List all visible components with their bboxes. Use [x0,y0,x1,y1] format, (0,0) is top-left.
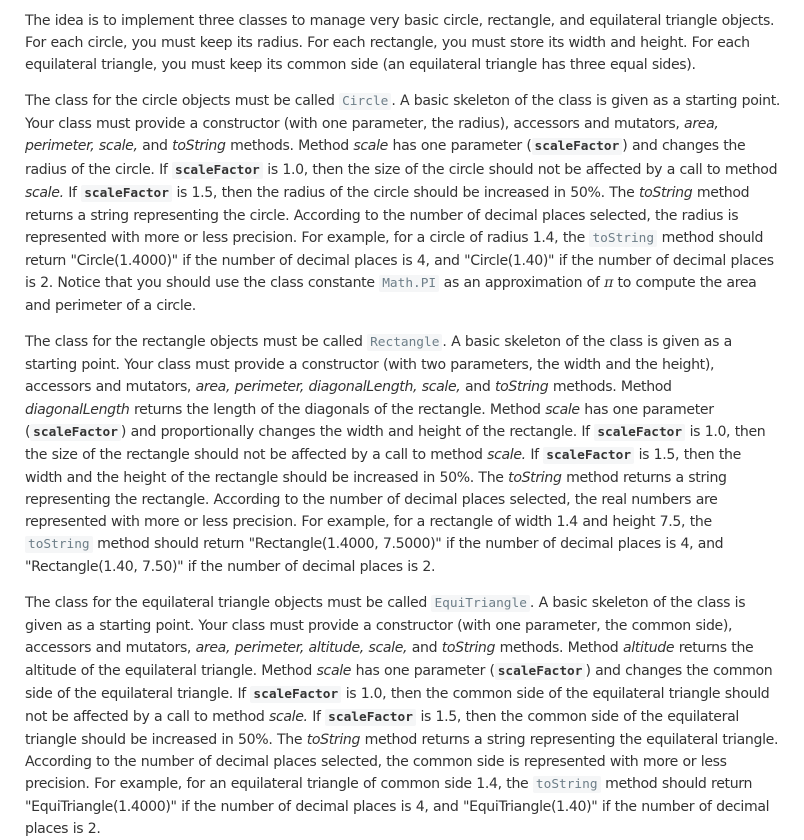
tostring-code: toString [533,776,601,793]
scale-factor-code: scaleFactor [250,686,341,703]
math-pi-code: Math.PI [379,275,439,292]
tostring-code: toString [589,230,657,247]
tostring-code: toString [25,536,93,553]
equitriangle-class-code: EquiTriangle [431,595,529,612]
scale-factor-code: scaleFactor [30,424,121,441]
scale-factor-code: scaleFactor [325,709,416,726]
triangle-paragraph: The class for the equilateral triangle objects must be called EquiTriangle . A basic skeleton of the class is given as a starting point. Your class must provide a constructor (with one parameter, the common side), accessors and mutators, area, perimeter, altitude, scale, and toString methods. Method altitude returns the altitude of the equilateral triangle. Method scale has one parameter ( scaleFactor ) and changes the common side of the equilateral triangle. If scaleFactor is 1.0, then the common side of the equilateral triangle should not be affected by a call to method scale. If scaleFactor is 1.5, then the common side of the equilateral triangle should be increased in 50%. The toString method returns a string representing the equilateral triangle. According to the number of decimal places selected, the common side is represented with more or less precision. For example, for an equilateral triangle of common side 1.4, the toString method should return "EquiTriangle(1.4000)" if the number of decimal places is 4, and "EquiTriangle(1.40)" if the number of decimal places is 2. [25,595,779,838]
pi-symbol: π [604,275,614,292]
scale-factor-code: scaleFactor [172,162,263,179]
scale-factor-code: scaleFactor [594,424,685,441]
circle-class-code: Circle [339,93,391,110]
scale-factor-code: scaleFactor [81,185,172,202]
scale-factor-code: scaleFactor [543,447,634,464]
scale-factor-code: scaleFactor [532,138,623,155]
rectangle-paragraph: The class for the rectangle objects must be called Rectangle . A basic skeleton of the class is given as a starting point. Your class must provide a constructor (with two parameters, the width and the height), accessors and mutators, area, perimeter, diagonalLength, scale, and toString methods. Method diagonalLength returns the length of the diagonals of the rectangle. Method scale has one parameter ( scaleFactor ) and proportionally changes the width and height of the rectangle. If scaleFactor is 1.0, then the size of the rectangle should not be affected by a call to method scale. If scaleFactor is 1.5, then the width and the height of the rectangle should be increased in 50%. The toString method returns a string representing the rectangle. According to the number of decimal places selected, the real numbers are represented with more or less precision. For example, for a rectangle of width 1.4 and height 7.5, the toString method should return "Rectangle(1.4000, 7.5000)" if the number of decimal places is 4, and "Rectangle(1.40, 7.50)" if the number of decimal places is 2. [25,334,766,576]
rectangle-class-code: Rectangle [367,334,442,351]
intro-paragraph: The idea is to implement three classes to manage very basic circle, rectangle, and equilateral triangle objects. For each circle, you must keep its radius. For each rectangle, you must store its width and height. For each equilateral triangle, you must keep its common side (an equilateral triangle has three equal sides). [25,13,775,74]
scale-factor-code: scaleFactor [495,663,586,680]
circle-paragraph: The class for the circle objects must be called Circle . A basic skeleton of the class is given as a starting point. Your class must provide a constructor (with one parameter, the radius), accessors and mutators, area, perimeter, scale, and toString methods. Method scale has one parameter ( scaleFactor ) and changes the radius of the circle. If scaleFactor is 1.0, then the size of the circle should not be affected by a call to method scale. If scaleFactor is 1.5, then the radius of the circle should be increased in 50%. The toString method returns a string representing the circle. According to the number of decimal places selected, the radius is represented with more or less precision. For example, for a circle of radius 1.4, the toString method should return "Circle(1.4000)" if the number of decimal places is 4, and "Circle(1.40)" if the number of decimal places is 2. Notice that you should use the class constante Math.PI as an approximation of π to compute the area and perimeter of a circle. [25,93,780,315]
